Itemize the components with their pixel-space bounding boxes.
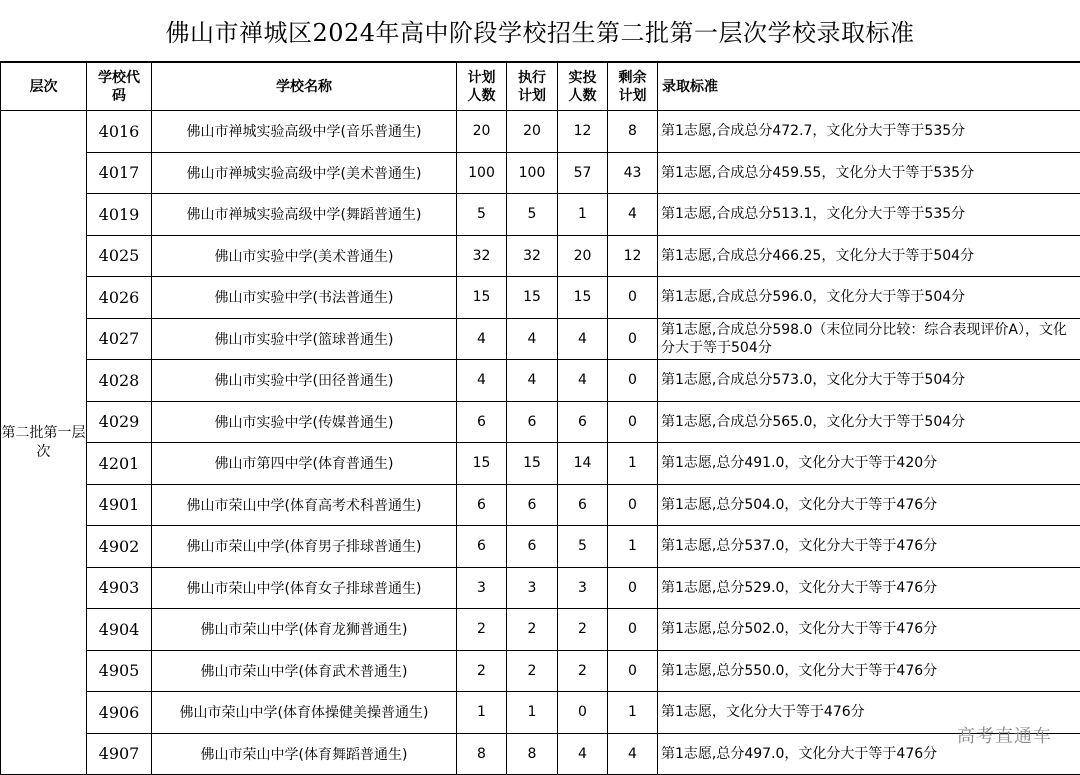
table-row bbox=[1, 692, 1080, 734]
cell-code: 4026 bbox=[87, 277, 152, 319]
cell-plan: 4 bbox=[457, 360, 507, 402]
cell-remain: 0 bbox=[608, 401, 658, 443]
header-level: 层次 bbox=[1, 63, 87, 111]
table-row bbox=[1, 484, 1080, 526]
cell-criteria: 第1志愿,总分497.0，文化分大于等于476分 bbox=[658, 733, 1080, 775]
cell-plan: 1 bbox=[457, 692, 507, 734]
cell-remain: 0 bbox=[608, 484, 658, 526]
table-row bbox=[1, 609, 1080, 651]
cell-code: 4907 bbox=[87, 733, 152, 775]
cell-name: 佛山市实验中学(传媒普通生) bbox=[152, 401, 457, 443]
cell-actual: 1 bbox=[558, 194, 608, 236]
cell-criteria: 第1志愿,总分537.0，文化分大于等于476分 bbox=[658, 526, 1080, 568]
cell-name: 佛山市荣山中学(体育高考术科普通生) bbox=[152, 484, 457, 526]
cell-exec: 20 bbox=[507, 111, 558, 153]
cell-code: 4027 bbox=[87, 318, 152, 360]
cell-exec: 2 bbox=[507, 609, 558, 651]
header-actual: 实投人数 bbox=[558, 63, 608, 111]
cell-code: 4025 bbox=[87, 235, 152, 277]
cell-plan: 8 bbox=[457, 733, 507, 775]
cell-code: 4017 bbox=[87, 152, 152, 194]
cell-criteria: 第1志愿,合成总分596.0，文化分大于等于504分 bbox=[658, 277, 1080, 319]
cell-remain: 8 bbox=[608, 111, 658, 153]
cell-exec: 5 bbox=[507, 194, 558, 236]
header-exec: 执行计划 bbox=[507, 63, 558, 111]
table-row bbox=[1, 360, 1080, 402]
cell-criteria: 第1志愿,总分550.0，文化分大于等于476分 bbox=[658, 650, 1080, 692]
table-row bbox=[1, 111, 1080, 153]
cell-remain: 0 bbox=[608, 609, 658, 651]
cell-exec: 100 bbox=[507, 152, 558, 194]
cell-actual: 15 bbox=[558, 277, 608, 319]
cell-actual: 6 bbox=[558, 401, 608, 443]
cell-criteria: 第1志愿,合成总分472.7，文化分大于等于535分 bbox=[658, 111, 1080, 153]
cell-remain: 4 bbox=[608, 733, 658, 775]
table-row bbox=[1, 567, 1080, 609]
cell-criteria: 第1志愿,合成总分565.0，文化分大于等于504分 bbox=[658, 401, 1080, 443]
cell-code: 4029 bbox=[87, 401, 152, 443]
cell-exec: 8 bbox=[507, 733, 558, 775]
cell-name: 佛山市禅城实验高级中学(舞蹈普通生) bbox=[152, 194, 457, 236]
cell-criteria: 第1志愿,合成总分466.25，文化分大于等于504分 bbox=[658, 235, 1080, 277]
cell-actual: 4 bbox=[558, 318, 608, 360]
cell-code: 4028 bbox=[87, 360, 152, 402]
cell-remain: 0 bbox=[608, 360, 658, 402]
cell-plan: 15 bbox=[457, 277, 507, 319]
table-row bbox=[1, 277, 1080, 319]
cell-name: 佛山市荣山中学(体育舞蹈普通生) bbox=[152, 733, 457, 775]
cell-name: 佛山市禅城实验高级中学(美术普通生) bbox=[152, 152, 457, 194]
table-row bbox=[1, 650, 1080, 692]
cell-actual: 57 bbox=[558, 152, 608, 194]
cell-name: 佛山市实验中学(田径普通生) bbox=[152, 360, 457, 402]
cell-exec: 1 bbox=[507, 692, 558, 734]
cell-remain: 1 bbox=[608, 526, 658, 568]
cell-plan: 3 bbox=[457, 567, 507, 609]
cell-actual: 6 bbox=[558, 484, 608, 526]
table-row bbox=[1, 401, 1080, 443]
cell-actual: 2 bbox=[558, 609, 608, 651]
admission-table bbox=[0, 62, 1080, 775]
cell-actual: 5 bbox=[558, 526, 608, 568]
cell-code: 4019 bbox=[87, 194, 152, 236]
table-row bbox=[1, 152, 1080, 194]
cell-plan: 6 bbox=[457, 526, 507, 568]
cell-actual: 4 bbox=[558, 360, 608, 402]
cell-actual: 2 bbox=[558, 650, 608, 692]
cell-criteria: 第1志愿，文化分大于等于476分 bbox=[658, 692, 1080, 734]
header-criteria: 录取标准 bbox=[658, 63, 1080, 111]
cell-code: 4905 bbox=[87, 650, 152, 692]
cell-plan: 6 bbox=[457, 401, 507, 443]
cell-actual: 20 bbox=[558, 235, 608, 277]
watermark: 高考直通车 bbox=[957, 722, 1052, 748]
header-name: 学校名称 bbox=[152, 63, 457, 111]
cell-name: 佛山市荣山中学(体育体操健美操普通生) bbox=[152, 692, 457, 734]
cell-criteria: 第1志愿,合成总分459.55，文化分大于等于535分 bbox=[658, 152, 1080, 194]
table-row bbox=[1, 733, 1080, 775]
cell-plan: 20 bbox=[457, 111, 507, 153]
cell-actual: 12 bbox=[558, 111, 608, 153]
table-row bbox=[1, 443, 1080, 485]
cell-plan: 5 bbox=[457, 194, 507, 236]
cell-remain: 4 bbox=[608, 194, 658, 236]
cell-name: 佛山市荣山中学(体育武术普通生) bbox=[152, 650, 457, 692]
cell-name: 佛山市荣山中学(体育男子排球普通生) bbox=[152, 526, 457, 568]
cell-remain: 1 bbox=[608, 443, 658, 485]
cell-code: 4201 bbox=[87, 443, 152, 485]
cell-remain: 0 bbox=[608, 567, 658, 609]
cell-plan: 32 bbox=[457, 235, 507, 277]
cell-plan: 2 bbox=[457, 650, 507, 692]
cell-criteria: 第1志愿,总分529.0，文化分大于等于476分 bbox=[658, 567, 1080, 609]
cell-name: 佛山市禅城实验高级中学(音乐普通生) bbox=[152, 111, 457, 153]
cell-plan: 6 bbox=[457, 484, 507, 526]
table-row bbox=[1, 235, 1080, 277]
cell-name: 佛山市实验中学(美术普通生) bbox=[152, 235, 457, 277]
cell-exec: 32 bbox=[507, 235, 558, 277]
table-body bbox=[1, 111, 1080, 775]
cell-criteria: 第1志愿,合成总分573.0，文化分大于等于504分 bbox=[658, 360, 1080, 402]
cell-actual: 3 bbox=[558, 567, 608, 609]
cell-code: 4902 bbox=[87, 526, 152, 568]
cell-criteria: 第1志愿,总分491.0，文化分大于等于420分 bbox=[658, 443, 1080, 485]
cell-criteria: 第1志愿,合成总分513.1，文化分大于等于535分 bbox=[658, 194, 1080, 236]
cell-exec: 2 bbox=[507, 650, 558, 692]
level-cell: 第二批第一层次 bbox=[1, 111, 87, 775]
cell-exec: 6 bbox=[507, 401, 558, 443]
cell-exec: 6 bbox=[507, 526, 558, 568]
table-header-row bbox=[1, 63, 1080, 111]
cell-name: 佛山市实验中学(篮球普通生) bbox=[152, 318, 457, 360]
table-row bbox=[1, 318, 1080, 360]
cell-remain: 0 bbox=[608, 318, 658, 360]
header-code: 学校代码 bbox=[87, 63, 152, 111]
cell-name: 佛山市荣山中学(体育龙狮普通生) bbox=[152, 609, 457, 651]
cell-actual: 0 bbox=[558, 692, 608, 734]
cell-remain: 0 bbox=[608, 650, 658, 692]
document-title: 佛山市禅城区2024年高中阶段学校招生第二批第一层次学校录取标准 bbox=[0, 0, 1080, 62]
cell-exec: 3 bbox=[507, 567, 558, 609]
cell-remain: 1 bbox=[608, 692, 658, 734]
cell-criteria: 第1志愿,合成总分598.0（末位同分比较：综合表现评价A），文化分大于等于504分 bbox=[658, 318, 1080, 360]
cell-remain: 12 bbox=[608, 235, 658, 277]
cell-code: 4904 bbox=[87, 609, 152, 651]
cell-plan: 15 bbox=[457, 443, 507, 485]
cell-criteria: 第1志愿,总分502.0，文化分大于等于476分 bbox=[658, 609, 1080, 651]
cell-exec: 15 bbox=[507, 277, 558, 319]
cell-code: 4016 bbox=[87, 111, 152, 153]
cell-code: 4903 bbox=[87, 567, 152, 609]
cell-remain: 43 bbox=[608, 152, 658, 194]
cell-actual: 14 bbox=[558, 443, 608, 485]
cell-name: 佛山市第四中学(体育普通生) bbox=[152, 443, 457, 485]
cell-name: 佛山市荣山中学(体育女子排球普通生) bbox=[152, 567, 457, 609]
header-remain: 剩余计划 bbox=[608, 63, 658, 111]
cell-actual: 4 bbox=[558, 733, 608, 775]
cell-exec: 4 bbox=[507, 360, 558, 402]
cell-code: 4901 bbox=[87, 484, 152, 526]
cell-exec: 15 bbox=[507, 443, 558, 485]
cell-remain: 0 bbox=[608, 277, 658, 319]
cell-name: 佛山市实验中学(书法普通生) bbox=[152, 277, 457, 319]
cell-exec: 4 bbox=[507, 318, 558, 360]
cell-plan: 4 bbox=[457, 318, 507, 360]
cell-plan: 100 bbox=[457, 152, 507, 194]
table-row bbox=[1, 526, 1080, 568]
cell-plan: 2 bbox=[457, 609, 507, 651]
table-row bbox=[1, 194, 1080, 236]
cell-exec: 6 bbox=[507, 484, 558, 526]
cell-code: 4906 bbox=[87, 692, 152, 734]
cell-criteria: 第1志愿,总分504.0，文化分大于等于476分 bbox=[658, 484, 1080, 526]
header-plan: 计划人数 bbox=[457, 63, 507, 111]
